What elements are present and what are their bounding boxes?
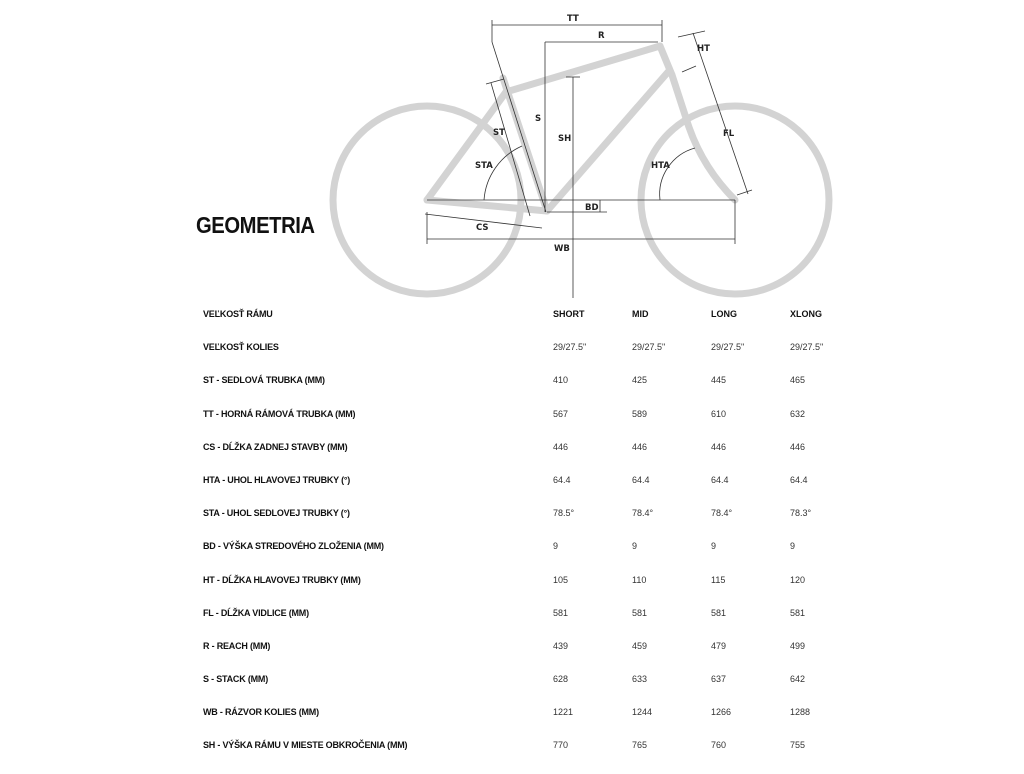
row-label: S - STACK (MM) <box>203 674 269 685</box>
cell-value: MID <box>632 309 649 319</box>
cell-value: LONG <box>711 309 737 319</box>
cell-value: 755 <box>790 740 806 751</box>
table-row <box>203 707 869 740</box>
cell-value: 633 <box>632 674 648 685</box>
geometry-table <box>203 309 869 774</box>
cell-value: 446 <box>711 441 727 452</box>
row-label: HTA - UHOL HLAVOVEJ TRUBKY (°) <box>203 474 351 485</box>
cell-value: 459 <box>632 640 648 651</box>
label-tt: TT <box>567 14 579 24</box>
row-label: ST - SEDLOVÁ TRUBKA (MM) <box>203 375 325 386</box>
cell-value: 9 <box>553 541 559 552</box>
page-title: GEOMETRIA <box>196 212 315 238</box>
cell-value: 1221 <box>553 707 574 718</box>
table-row <box>203 375 869 408</box>
table-row <box>203 508 869 541</box>
cell-value: SHORT <box>553 309 585 319</box>
cell-value: 446 <box>553 441 569 452</box>
cell-value: 581 <box>632 607 648 618</box>
cell-value: 581 <box>553 607 569 618</box>
table-row <box>203 674 869 707</box>
top-tube <box>506 46 660 92</box>
cell-value: 78.3° <box>790 508 812 519</box>
cell-value: 64.4 <box>711 474 729 485</box>
cell-value: 9 <box>790 541 796 552</box>
label-r: R <box>598 31 605 41</box>
table-row <box>203 740 869 773</box>
cell-value: 439 <box>553 640 569 651</box>
cell-value: 115 <box>711 574 726 585</box>
cell-value: 581 <box>790 607 806 618</box>
table-row <box>203 442 869 475</box>
label-s: S <box>535 114 542 124</box>
cell-value: 410 <box>553 375 569 386</box>
cell-value: 9 <box>711 541 717 552</box>
label-bd: BD <box>585 203 599 213</box>
cell-value: 642 <box>790 674 806 685</box>
cell-value: 29/27.5" <box>711 342 745 353</box>
row-label: BD - VÝŠKA STREDOVÉHO ZLOŽENIA (MM) <box>203 541 384 552</box>
cell-value: 9 <box>632 541 638 552</box>
cell-value: 29/27.5" <box>553 342 587 353</box>
table-row <box>203 575 869 608</box>
row-label: STA - UHOL SEDLOVEJ TRUBKY (°) <box>203 508 350 519</box>
row-label: VEĽKOSŤ KOLIES <box>203 342 279 353</box>
table-header-row <box>203 309 869 342</box>
cell-value: 78.5° <box>553 508 575 519</box>
chainstay-tube <box>427 200 547 211</box>
cell-value: 479 <box>711 640 727 651</box>
cell-value: 110 <box>632 574 647 585</box>
cell-value: 632 <box>790 408 806 419</box>
cell-value: 567 <box>553 408 569 419</box>
label-cs: CS <box>476 223 489 233</box>
cell-value: 78.4° <box>711 508 733 519</box>
cell-value: 760 <box>711 740 727 751</box>
label-ht: HT <box>697 44 710 54</box>
row-label: HT - DĹŽKA HLAVOVEJ TRUBKY (MM) <box>203 574 361 585</box>
row-label: FL - DĹŽKA VIDLICE (MM) <box>203 607 309 618</box>
cell-value: 589 <box>632 408 648 419</box>
cell-value: XLONG <box>790 309 823 319</box>
row-label: TT - HORNÁ RÁMOVÁ TRUBKA (MM) <box>203 408 356 419</box>
cell-value: 765 <box>632 740 648 751</box>
cell-value: 64.4 <box>632 474 650 485</box>
cell-value: 1266 <box>711 707 732 718</box>
cell-value: 1288 <box>790 707 811 718</box>
cell-value: 29/27.5" <box>790 342 824 353</box>
row-label: SH - VÝŠKA RÁMU V MIESTE OBKROČENIA (MM) <box>203 740 408 751</box>
table-row <box>203 475 869 508</box>
table-row <box>203 541 869 574</box>
cell-value: 120 <box>790 574 806 585</box>
cell-value: 1244 <box>632 707 653 718</box>
cell-value: 425 <box>632 375 648 386</box>
cell-value: 446 <box>632 441 648 452</box>
cell-value: 499 <box>790 640 806 651</box>
cell-value: 465 <box>790 375 806 386</box>
cell-value: 105 <box>553 574 569 585</box>
cell-value: 770 <box>553 740 569 751</box>
label-sta: STA <box>475 161 493 171</box>
cell-value: 581 <box>711 607 727 618</box>
table-row <box>203 641 869 674</box>
table-row <box>203 608 869 641</box>
cell-value: 64.4 <box>790 474 808 485</box>
table-row <box>203 409 869 442</box>
cell-value: 637 <box>711 674 727 685</box>
bike-geometry-diagram <box>0 0 1024 310</box>
row-label: CS - DĹŽKA ZADNEJ STAVBY (MM) <box>203 441 348 452</box>
cell-value: 64.4 <box>553 474 571 485</box>
row-label: VEĽKOSŤ RÁMU <box>203 309 273 319</box>
label-fl: FL <box>723 129 735 139</box>
cell-value: 445 <box>711 375 727 386</box>
label-sh: SH <box>558 134 572 144</box>
cell-value: 610 <box>711 408 727 419</box>
label-st: ST <box>493 128 505 138</box>
cell-value: 446 <box>790 441 806 452</box>
label-hta: HTA <box>651 161 670 171</box>
cell-value: 29/27.5" <box>632 342 666 353</box>
row-label: WB - RÁZVOR KOLIES (MM) <box>203 707 319 718</box>
label-wb: WB <box>554 244 570 254</box>
cell-value: 78.4° <box>632 508 654 519</box>
table-row <box>203 342 869 375</box>
cell-value: 628 <box>553 674 569 685</box>
row-label: R - REACH (MM) <box>203 640 271 651</box>
